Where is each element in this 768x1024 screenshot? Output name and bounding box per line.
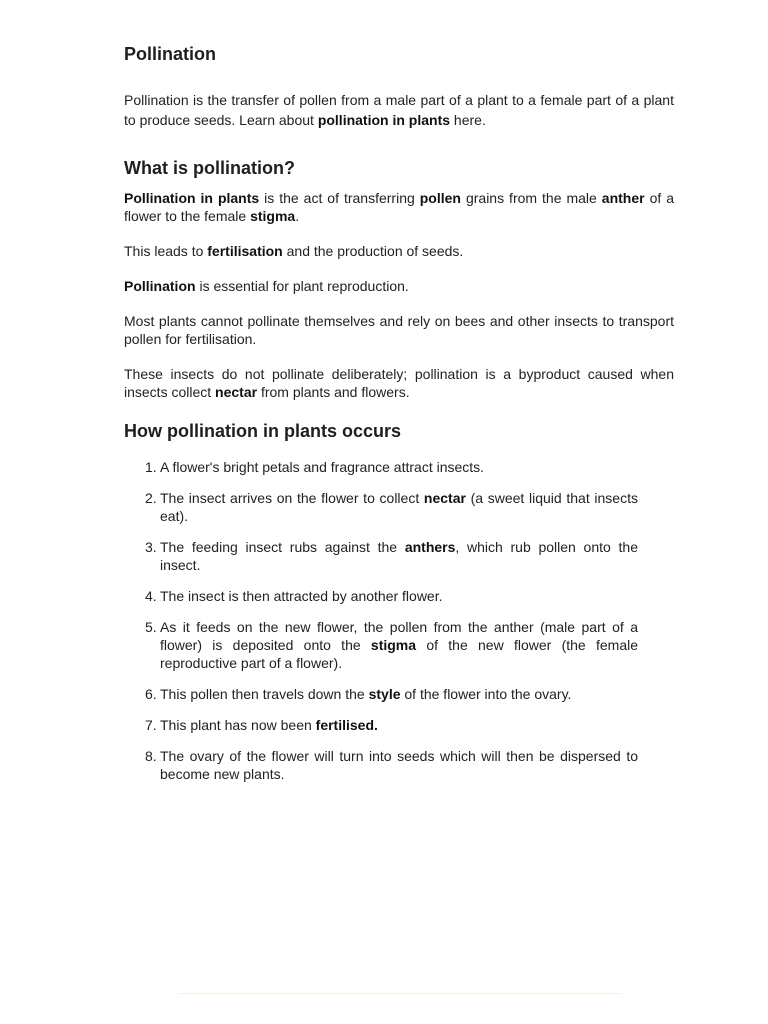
text-span: grains from the male — [460, 190, 602, 206]
bold-term: anthers — [404, 539, 456, 555]
list-item — [124, 747, 638, 783]
text-span: is the act of transferring — [259, 190, 420, 206]
text-span: These insects do not pollinate deliberately; pollination is a byproduct caused when insects collect — [124, 366, 674, 400]
intro-text-end: here. — [450, 112, 486, 128]
list-number: 3. — [145, 539, 157, 555]
paragraph-definition — [124, 189, 674, 225]
text-span: is essential for plant reproduction. — [195, 278, 409, 294]
list-number: 5. — [145, 619, 157, 635]
text-span: The ovary of the flower will turn into seeds which will then be dispersed to become new plants. — [160, 748, 638, 782]
bold-term: anther — [601, 190, 645, 206]
paragraph-byproduct — [124, 365, 674, 401]
text-span: of the new flower (the female reproductive part of a flower). — [160, 637, 638, 671]
list-item — [124, 716, 638, 734]
list-item — [124, 685, 638, 703]
list-item — [124, 618, 638, 672]
list-item — [124, 538, 638, 574]
list-item — [124, 489, 638, 525]
bold-term: pollen — [419, 190, 461, 206]
bold-term: stigma — [250, 208, 296, 224]
list-number: 6. — [145, 686, 157, 702]
text-span: This leads to — [124, 243, 208, 259]
bold-term: style — [368, 686, 401, 702]
bold-term: fertilised. — [315, 717, 378, 733]
steps-list — [124, 458, 638, 783]
list-number: 1. — [145, 459, 157, 475]
list-number: 4. — [145, 588, 157, 604]
intro-bold: pollination in plants — [317, 112, 451, 128]
text-span: , which rub pollen onto the insect. — [160, 539, 638, 573]
bold-term: stigma — [370, 637, 417, 653]
text-span: (a sweet liquid that insects eat). — [160, 490, 638, 524]
section-heading-what-is-pollination: What is pollination? — [124, 158, 295, 178]
text-span: The feeding insect rubs against the — [160, 539, 405, 555]
intro-paragraph — [124, 90, 674, 130]
text-span: of the flower into the ovary. — [400, 686, 572, 702]
text-span: The insect is then attracted by another flower. — [160, 588, 443, 604]
page-title: Pollination — [124, 44, 216, 64]
footer-divider — [178, 993, 622, 994]
text-span: This plant has now been — [160, 717, 316, 733]
paragraph-fertilisation — [124, 242, 674, 260]
bold-term: nectar — [423, 490, 466, 506]
section-heading-how-pollination-occurs: How pollination in plants occurs — [124, 421, 402, 441]
list-item — [124, 458, 638, 476]
document-page — [124, 40, 674, 783]
text-span: As it feeds on the new flower, the pollen from the anther (male part of a flower) is deposited onto the — [160, 619, 638, 653]
paragraph-insects: Most plants cannot pollinate themselves and rely on bees and other insects to transport pollen for fertilisation. — [124, 313, 674, 347]
text-span: and the production of seeds. — [282, 243, 464, 259]
text-span: This pollen then travels down the — [160, 686, 369, 702]
list-number: 7. — [145, 717, 157, 733]
text-span: . — [295, 208, 300, 224]
bold-term: Pollination — [124, 278, 196, 294]
intro-text: Pollination is the transfer of pollen from a male part of a plant to a female part of a plant to produce seeds. Learn about — [124, 92, 674, 128]
bold-term: nectar — [215, 384, 258, 400]
text-span: A flower's bright petals and fragrance attract insects. — [160, 459, 485, 475]
text-span: of a flower to the female — [124, 190, 675, 224]
list-number: 8. — [145, 748, 157, 764]
text-span: The insect arrives on the flower to collect — [160, 490, 424, 506]
text-span: from plants and flowers. — [257, 384, 410, 400]
bold-term: fertilisation — [207, 243, 283, 259]
list-number: 2. — [145, 490, 157, 506]
paragraph-essential — [124, 277, 674, 295]
list-item — [124, 587, 638, 605]
bold-term: Pollination in plants — [124, 190, 260, 206]
